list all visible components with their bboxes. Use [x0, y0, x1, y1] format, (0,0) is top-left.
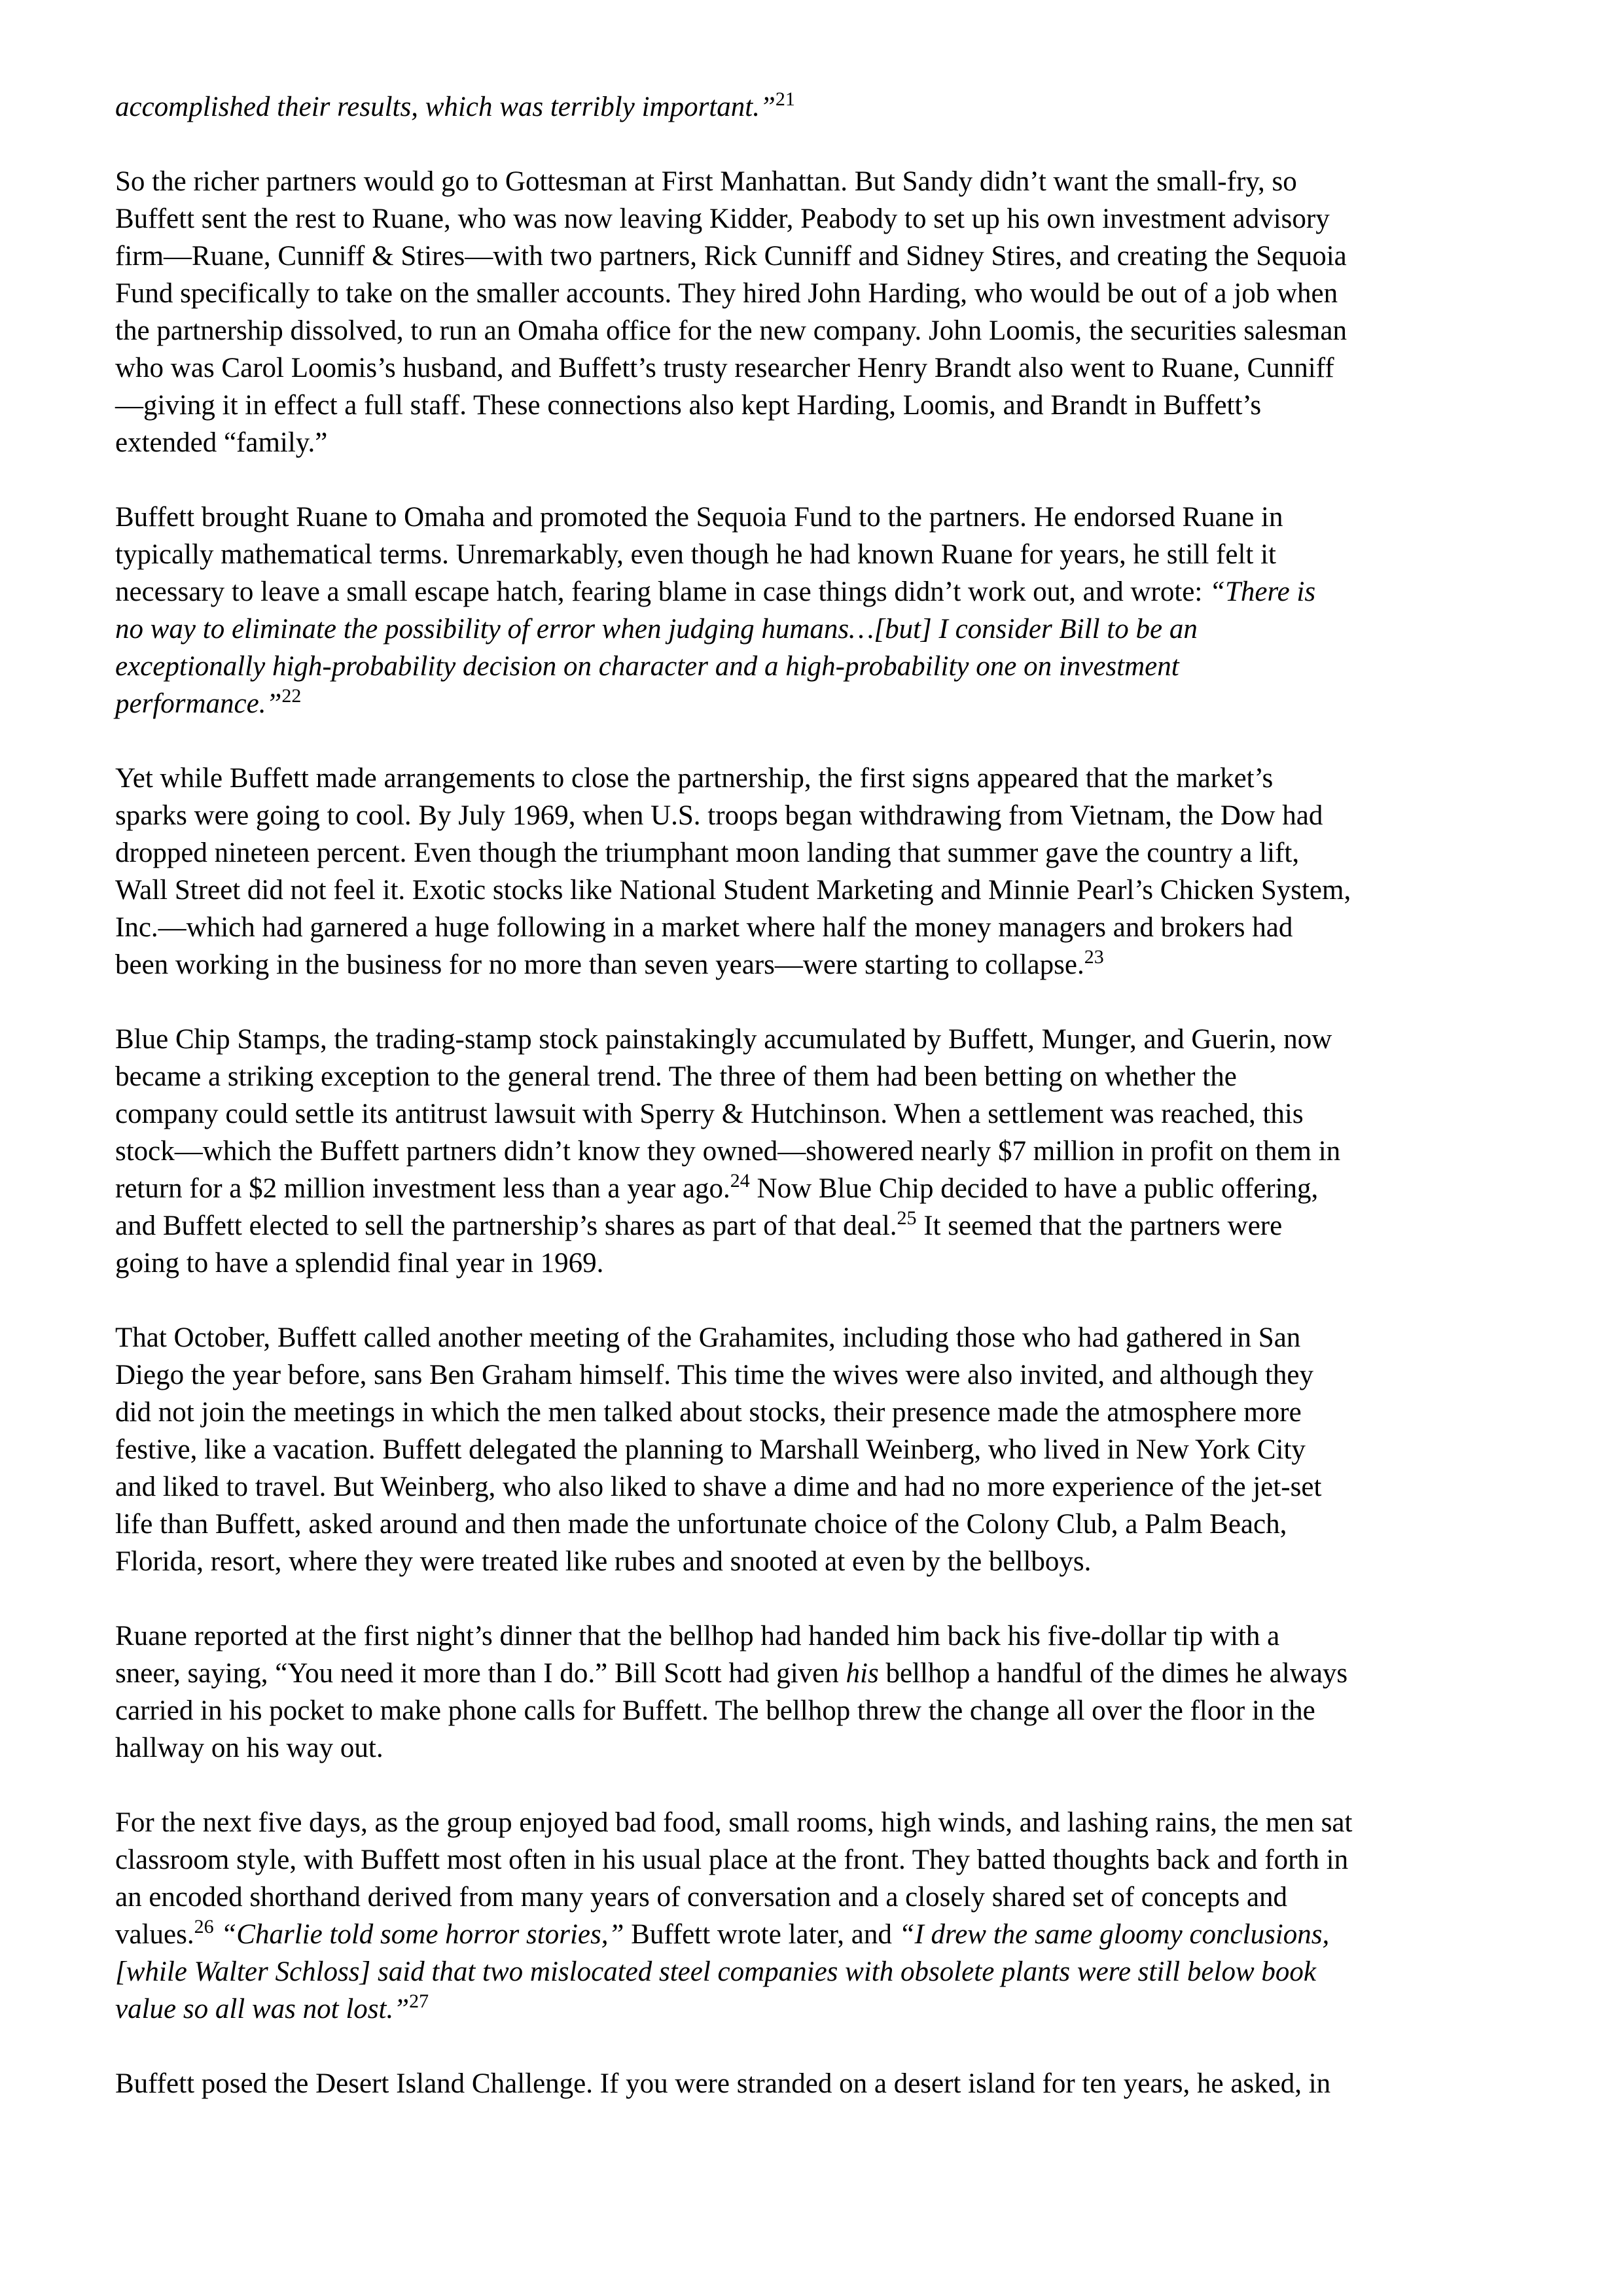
text-run: So the richer partners would go to Gottesman at First Manhattan. But Sandy didn’t want the small-fry, so	[115, 166, 1297, 197]
text-line	[115, 685, 1522, 722]
text-line	[115, 1394, 1522, 1431]
text-line	[115, 1879, 1522, 1916]
text-line	[115, 312, 1522, 349]
text-line	[115, 1990, 1522, 2028]
footnote-marker: 26	[194, 1916, 214, 1937]
text-line	[115, 536, 1522, 573]
text-run: That October, Buffett called another meeting of the Grahamites, including those who had gathered in San	[115, 1322, 1301, 1353]
text-line	[115, 275, 1522, 312]
text-run: an encoded shorthand derived from many years of conversation and a closely shared set of concepts and	[115, 1882, 1288, 1913]
text-line	[115, 946, 1522, 983]
text-run: Fund specifically to take on the smaller accounts. They hired John Harding, who would be out of a job when	[115, 278, 1338, 309]
text-run: and Buffett elected to sell the partnership’s shares as part of that deal.	[115, 1210, 897, 1241]
text-run: going to have a splendid final year in 1969.	[115, 1248, 604, 1279]
text-line	[115, 1319, 1522, 1356]
paragraph	[115, 2065, 1522, 2102]
text-run: sparks were going to cool. By July 1969, when U.S. troops began withdrawing from Vietnam, the Dow had	[115, 800, 1323, 831]
text-line	[115, 349, 1522, 387]
text-run: Blue Chip Stamps, the trading-stamp stock painstakingly accumulated by Buffett, Munger, and Guerin, now	[115, 1024, 1332, 1055]
text-run: and liked to travel. But Weinberg, who also liked to shave a dime and had no more experience of the jet-set	[115, 1472, 1322, 1502]
footnote-marker: 23	[1084, 946, 1104, 968]
text-line	[115, 424, 1522, 461]
text-run: Diego the year before, sans Ben Graham himself. This time the wives were also invited, and although they	[115, 1360, 1313, 1390]
text-run: the partnership dissolved, to run an Omaha office for the new company. John Loomis, the securities salesman	[115, 315, 1347, 346]
text-run: life than Buffett, asked around and then made the unfortunate choice of the Colony Club, a Palm Beach,	[115, 1509, 1287, 1540]
text-run: became a striking exception to the general trend. The three of them had been betting on whether the	[115, 1061, 1237, 1092]
text-run: values.	[115, 1919, 194, 1950]
text-line	[115, 1431, 1522, 1468]
text-line	[115, 1617, 1522, 1655]
text-run: Buffett posed the Desert Island Challenge. If you were stranded on a desert island for ten years, he asked, in	[115, 2068, 1331, 2099]
paragraph	[115, 88, 1522, 126]
text-run: did not join the meetings in which the men talked about stocks, their presence made the atmosphere more	[115, 1397, 1302, 1428]
text-run: bellhop a handful of the dimes he always	[878, 1658, 1348, 1689]
text-line	[115, 238, 1522, 275]
text-line	[115, 797, 1522, 834]
text-line	[115, 1506, 1522, 1543]
text-run: Now Blue Chip decided to have a public offering,	[749, 1173, 1319, 1204]
text-run: company could settle its antitrust lawsuit with Sperry & Hutchinson. When a settlement was reached, this	[115, 1099, 1304, 1129]
text-line	[115, 1916, 1522, 1953]
text-run: classroom style, with Buffett most often in his usual place at the front. They batted thoughts back and forth in	[115, 1845, 1349, 1875]
text-run: hallway on his way out.	[115, 1733, 383, 1763]
text-run: For the next five days, as the group enjoyed bad food, small rooms, high winds, and lashing rains, the men sat	[115, 1807, 1353, 1838]
text-line	[115, 387, 1522, 424]
text-line	[115, 1655, 1522, 1692]
text-line	[115, 1095, 1522, 1133]
text-run: carried in his pocket to make phone calls for Buffett. The bellhop threw the change all over the floor in the	[115, 1695, 1315, 1726]
text-line	[115, 1170, 1522, 1207]
text-run: Florida, resort, where they were treated like rubes and snooted at even by the bellboys.	[115, 1546, 1092, 1577]
text-run: Yet while Buffett made arrangements to close the partnership, the first signs appeared that the market’s	[115, 763, 1274, 794]
italic-text: accomplished their results, which was terribly important.”	[115, 92, 776, 122]
text-line	[115, 1245, 1522, 1282]
paragraph	[115, 163, 1522, 461]
text-line	[115, 1953, 1522, 1990]
italic-text: “There is	[1209, 576, 1316, 607]
text-run: sneer, saying, “You need it more than I do.” Bill Scott had given	[115, 1658, 846, 1689]
text-run: who was Carol Loomis’s husband, and Buffett’s trusty researcher Henry Brandt also went to Ruane, Cunniff	[115, 353, 1334, 383]
text-line	[115, 1804, 1522, 1841]
paragraph	[115, 1319, 1522, 1580]
text-line	[115, 573, 1522, 610]
text-line	[115, 1021, 1522, 1058]
text-run: extended “family.”	[115, 427, 328, 458]
text-line	[115, 88, 1522, 126]
text-run: necessary to leave a small escape hatch, fearing blame in case things didn’t work out, and wrote:	[115, 576, 1210, 607]
italic-text: exceptionally high-probability decision on character and a high-probability one on investment	[115, 651, 1179, 682]
text-line	[115, 1841, 1522, 1879]
page-body	[115, 88, 1522, 2102]
text-line	[115, 1543, 1522, 1580]
text-run: —giving it in effect a full staff. These connections also kept Harding, Loomis, and Brandt in Buffett’s	[115, 390, 1262, 421]
text-run: return for a $2 million investment less than a year ago.	[115, 1173, 730, 1204]
italic-text: no way to eliminate the possibility of error when judging humans…[but] I consider Bill to be an	[115, 614, 1198, 645]
text-line	[115, 1133, 1522, 1170]
paragraph	[115, 1804, 1522, 2028]
paragraph	[115, 760, 1522, 983]
text-line	[115, 2065, 1522, 2102]
text-line	[115, 834, 1522, 872]
italic-text: “I drew the same gloomy conclusions,	[899, 1919, 1330, 1950]
text-run: stock—which the Buffett partners didn’t know they owned—showered nearly $7 million in profit on them in	[115, 1136, 1341, 1167]
footnote-marker: 27	[409, 1990, 429, 2012]
footnote-marker: 25	[897, 1207, 917, 1229]
text-run: Buffett brought Ruane to Omaha and promoted the Sequoia Fund to the partners. He endorsed Ruane in	[115, 502, 1283, 533]
text-line	[115, 1468, 1522, 1506]
text-run	[214, 1919, 221, 1950]
paragraph	[115, 1617, 1522, 1767]
italic-text: his	[846, 1658, 879, 1689]
italic-text: performance.”	[115, 688, 282, 719]
text-run: festive, like a vacation. Buffett delegated the planning to Marshall Weinberg, who lived in New York City	[115, 1434, 1306, 1465]
text-line	[115, 163, 1522, 200]
paragraph	[115, 1021, 1522, 1282]
paragraph	[115, 499, 1522, 722]
text-line	[115, 648, 1522, 685]
text-run: typically mathematical terms. Unremarkably, even though he had known Ruane for years, he still felt it	[115, 539, 1277, 570]
text-line	[115, 1356, 1522, 1394]
text-line	[115, 610, 1522, 648]
text-line	[115, 1207, 1522, 1245]
text-line	[115, 1729, 1522, 1767]
text-line	[115, 499, 1522, 536]
text-line	[115, 909, 1522, 946]
text-line	[115, 200, 1522, 238]
text-run: Buffett sent the rest to Ruane, who was now leaving Kidder, Peabody to set up his own investment advisory	[115, 203, 1330, 234]
italic-text: [while Walter Schloss] said that two mislocated steel companies with obsolete plants were still below book	[115, 1956, 1316, 1987]
text-run: It seemed that the partners were	[916, 1210, 1283, 1241]
text-run: firm—Ruane, Cunniff & Stires—with two partners, Rick Cunniff and Sidney Stires, and creating the Sequoia	[115, 241, 1347, 272]
footnote-marker: 24	[730, 1170, 750, 1192]
footnote-marker: 21	[775, 88, 795, 110]
text-run: Buffett wrote later, and	[624, 1919, 899, 1950]
text-run: been working in the business for no more than seven years—were starting to collapse.	[115, 949, 1084, 980]
text-line	[115, 1692, 1522, 1729]
text-run: Wall Street did not feel it. Exotic stocks like National Student Marketing and Minnie Pearl’s Chicken System,	[115, 875, 1351, 906]
text-line	[115, 1058, 1522, 1095]
text-line	[115, 872, 1522, 909]
text-run: Inc.—which had garnered a huge following in a market where half the money managers and brokers had	[115, 912, 1293, 943]
text-run: Ruane reported at the first night’s dinner that the bellhop had handed him back his five-dollar tip with a	[115, 1621, 1280, 1651]
text-line	[115, 760, 1522, 797]
text-run: dropped nineteen percent. Even though the triumphant moon landing that summer gave the country a lift,	[115, 838, 1300, 868]
italic-text: “Charlie told some horror stories,”	[221, 1919, 624, 1950]
footnote-marker: 22	[281, 685, 302, 707]
italic-text: value so all was not lost.”	[115, 1994, 410, 2024]
